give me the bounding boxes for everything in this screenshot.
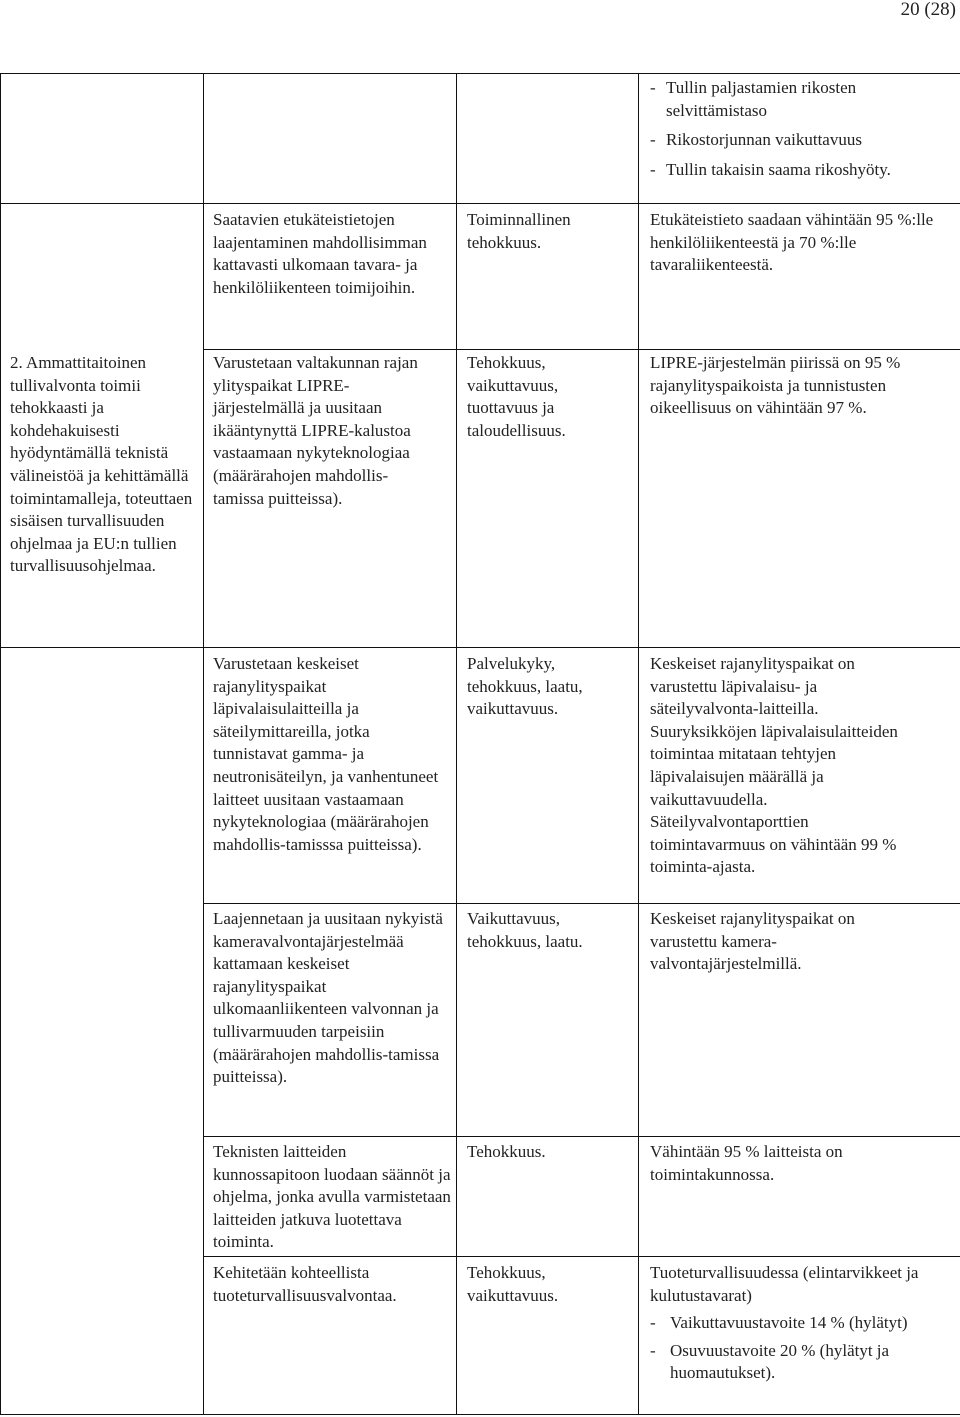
indicator-cell (467, 653, 629, 721)
list-dash: - (650, 1340, 656, 1360)
target-text: Keskeiset rajanylityspaikat on varustettu läpivalaisu- ja säteilyvalvonta-laitteilla. Suuryksikköjen läpivalaisulaitteiden toimintaa mitataan tehtyjen läpivalaisujen määrällä ja vaikuttavuudella. Säteilyvalvontaporttien toimintavarmuus on vähintään 99 % toiminta-ajasta. (650, 654, 898, 877)
table-row-divider (0, 203, 960, 204)
list-item (650, 159, 950, 182)
measure-cell (213, 908, 445, 1089)
target-text: Tuoteturvallisuudessa (elintarvikkeet ja kulutustavarat) (650, 1263, 919, 1305)
list-item (650, 1340, 920, 1385)
top-right-list (650, 77, 950, 181)
list-dash: - (650, 159, 656, 179)
indicator-text: Tehokkuus, vaikuttavuus, tuottavuus ja taloudellisuus. (467, 353, 566, 440)
indicator-text: Vaikuttavuus, tehokkuus, laatu. (467, 909, 583, 951)
target-text: LIPRE-järjestelmän piirissä on 95 % rajanylityspaikoista ja tunnistusten oikeellisuus on vähintään 97 %. (650, 353, 901, 418)
table-column-divider (203, 73, 204, 1415)
measure-text: Laajennetaan ja uusitaan nykyistä kameravalvontajärjestelmää kattamaan keskeiset rajanylityspaikat ulkomaanliikenteen valvonnan ja tullivarmuuden tarpeisiin (määrärahojen mahdollis-tamissa puitteissa). (213, 909, 443, 1087)
indicator-cell (467, 908, 629, 953)
table-column-divider (456, 73, 457, 1415)
list-item (650, 77, 950, 122)
target-text: Vähintään 95 % laitteista on toimintakunnossa. (650, 1142, 843, 1184)
list-item-text: Rikostorjunnan vaikuttavuus (666, 130, 862, 150)
indicator-text: Toiminnallinen tehokkuus. (467, 210, 571, 252)
list-item-text: Tullin paljastamien rikosten selvittämistaso (666, 78, 857, 120)
measure-cell (213, 352, 439, 510)
indicator-text: Tehokkuus, vaikuttavuus. (467, 1263, 559, 1305)
list-item-text: Tullin takaisin saama rikoshyöty. (666, 159, 891, 179)
measure-text: Kehitetään kohteellista tuoteturvallisuusvalvontaa. (213, 1263, 397, 1305)
target-cell (650, 653, 910, 879)
target-cell (650, 209, 950, 277)
table-column-divider (0, 73, 1, 1415)
indicator-cell (467, 1141, 629, 1164)
goal-text: 2. Ammattitaitoinen tullivalvonta toimii tehokkaasti ja kohdehakuisesti hyödyntämällä teknistä välineistöä ja kehittämällä toimintamalleja, toteuttaen sisäisen turvallisuuden ohjelmaa ja EU:n tullien turvallisuusohjelmaa. (10, 353, 193, 576)
indicator-cell (467, 352, 629, 442)
list-item-text: Osuvuustavoite 20 % (hylätyt ja huomautukset). (670, 1340, 890, 1383)
list-item-text: Vaikuttavuustavoite 14 % (hylätyt) (670, 1313, 908, 1333)
list-dash: - (650, 130, 656, 150)
table-column-divider (638, 73, 639, 1415)
table-row-divider (203, 349, 960, 350)
measure-cell (213, 653, 439, 856)
list-item (650, 129, 950, 152)
list-item (650, 1312, 920, 1335)
measure-cell (213, 209, 447, 299)
table-top-border (0, 73, 960, 74)
measure-text: Varustetaan keskeiset rajanylityspaikat läpivalaisulaitteilla ja säteilymittareilla, jotka tunnistavat gamma- ja neutronisäteilyn, ja vanhentuneet laitteet uusitaan vastaamaan nykyteknologiaa (määrärahojen mahdollis-tamisssa puitteissa). (213, 654, 439, 854)
indicator-text: Tehokkuus. (467, 1142, 546, 1161)
measure-cell (213, 1262, 451, 1307)
indicator-cell (467, 209, 629, 254)
target-text: Etukäteistieto saadaan vähintään 95 %:lle henkilöliikenteestä ja 70 %:lle tavaraliikenteestä. (650, 210, 934, 275)
target-text: Keskeiset rajanylityspaikat on varustettu kamera-valvontajärjestelmillä. (650, 909, 855, 974)
table-row-divider (203, 1136, 960, 1137)
page-number: 20 (28) (900, 0, 956, 20)
table-row-divider (203, 903, 960, 904)
goal-cell (10, 352, 195, 578)
table-row-divider (203, 1256, 960, 1257)
table-bottom-border (0, 1414, 960, 1415)
measure-text: Varustetaan valtakunnan rajan ylityspaikat LIPRE-järjestelmällä ja uusitaan ikääntynyttä LIPRE-kalustoa vastaamaan nykyteknologiaa (määrärahojen mahdollis-tamissa puitteissa). (213, 353, 418, 508)
list-dash: - (650, 78, 656, 97)
indicator-text: Palvelukyky, tehokkuus, laatu, vaikuttavuus. (467, 654, 583, 719)
list-dash: - (650, 1313, 656, 1333)
indicator-cell (467, 1262, 629, 1307)
target-cell (650, 1141, 910, 1186)
target-cell (650, 352, 910, 420)
measure-cell (213, 1141, 451, 1254)
measure-text: Teknisten laitteiden kunnossapitoon luodaan säännöt ja ohjelma, jonka avulla varmistetaan laitteiden jatkuva luotettava toiminta. (213, 1142, 451, 1252)
measure-text: Saatavien etukäteistietojen laajentaminen mahdollisimman kattavasti ulkomaan tavara- ja henkilöliikenteen toimijoihin. (213, 210, 427, 297)
target-cell (650, 908, 910, 976)
target-cell (650, 1262, 920, 1385)
table-row-divider (0, 647, 960, 648)
